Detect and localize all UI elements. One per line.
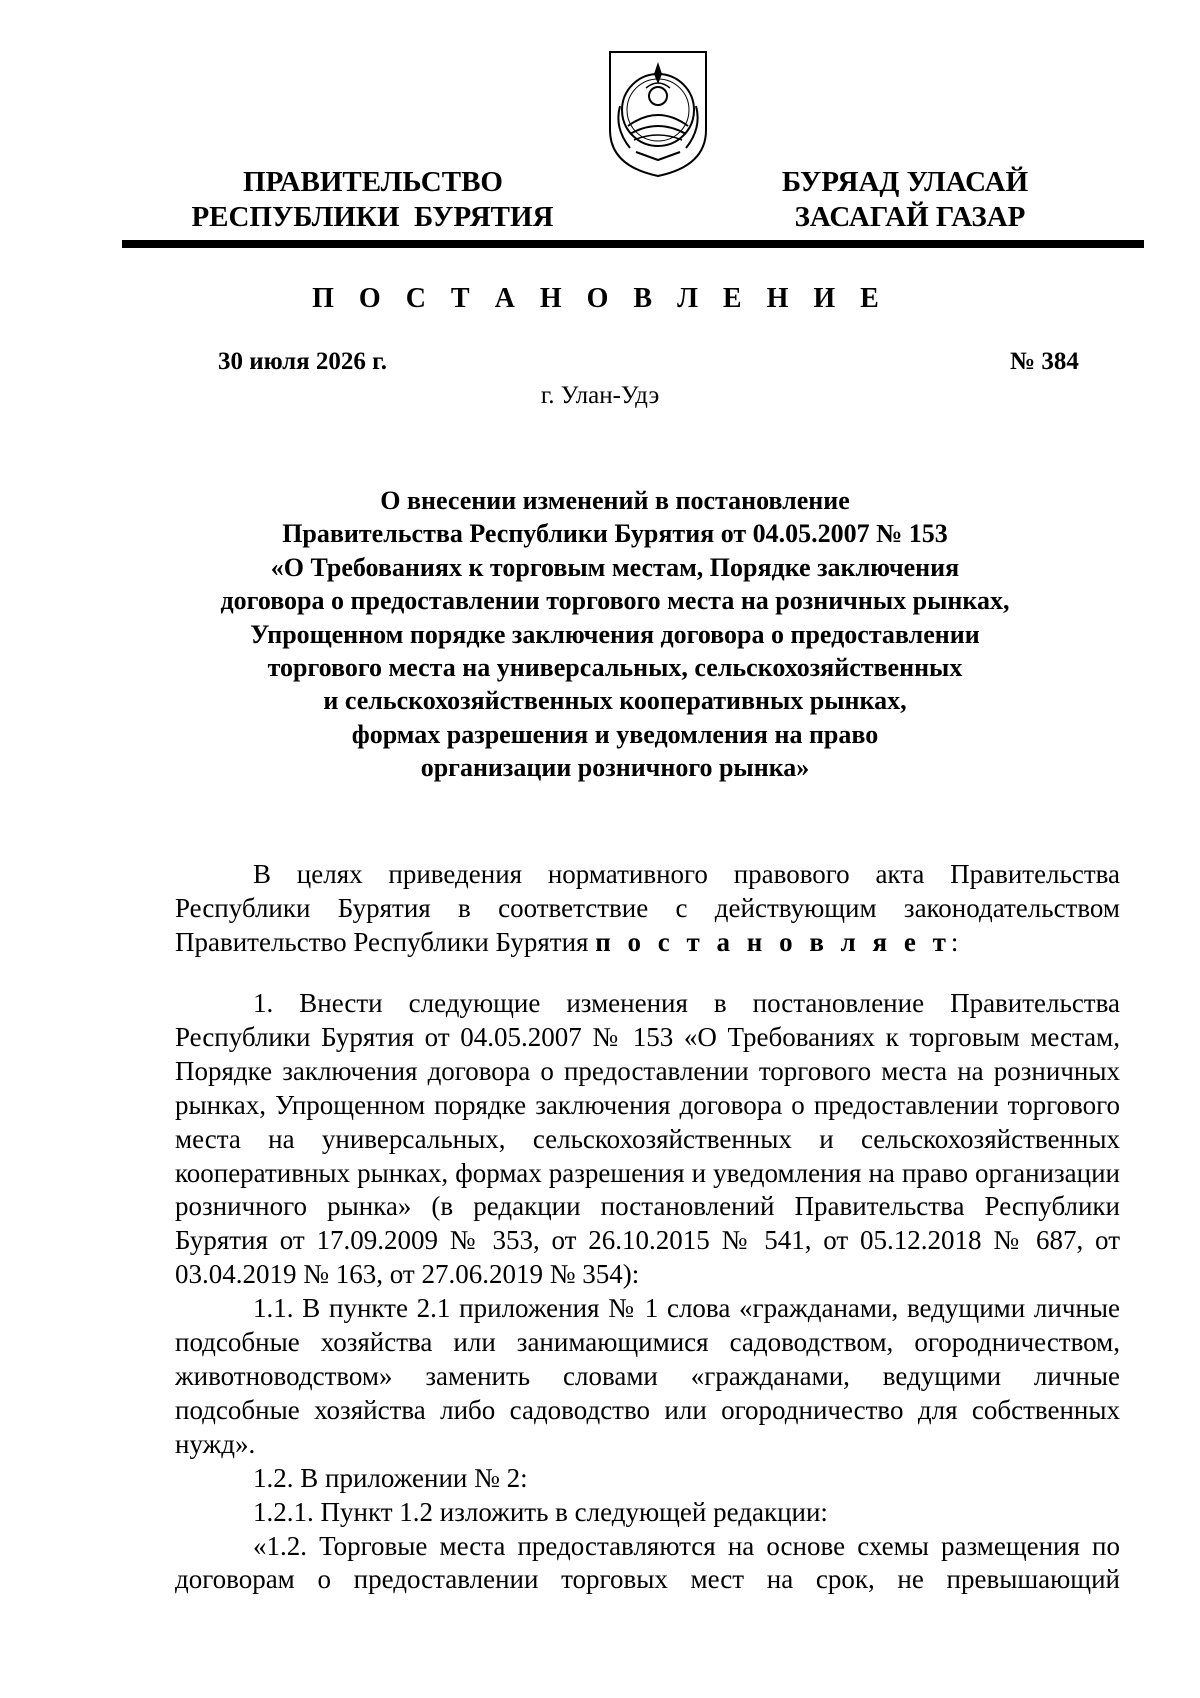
paragraph-1: 1. Внести следующие изменения в постановление Правительства Республики Бурятия от 04.05.2007 № 153 «О Требованиях к торговым местам, Порядке заключения договора о предоставлении торгового места на розничных рынках, Упрощенном порядке заключения договора о предоставлении торгового места на универсальных, сельскохозяйственных и сельскохозяйственных кооперативных рынках, формах разрешения и уведомления на право организации розничного рынка» (в редакции постановлений Правительства Республики Бурятия от 17.09.2009 № 353, от 26.10.2015 № 541, от 05.12.2018 № 687, от 03.04.2019 № 163, от 27.06.2019 № 354):	[175, 988, 1120, 1290]
preamble-paragraph	[175, 858, 1120, 960]
header-left-line2: РЕСПУБЛИКИ БУРЯТИЯ	[191, 201, 554, 233]
preamble-decree-word: п о с т а н о в л я е т	[595, 926, 951, 957]
document-subject	[150, 484, 1080, 785]
subject-line: Правительства Республики Бурятия от 04.05.2007 № 153	[282, 519, 948, 549]
document-number: № 384	[1010, 348, 1079, 375]
header-divider	[122, 240, 1144, 248]
coat-of-arms-icon	[606, 48, 710, 180]
preamble-text: В целях приведения нормативного правового акта Правительства Республики Бурятия в соответствие с действующим законодательством Правительство Республики Бурятия	[175, 859, 1120, 957]
header-right-line1: БУРЯАД УЛАСАЙ	[781, 166, 1029, 198]
subject-line: «О Требованиях к торговым местам, Порядке заключения	[270, 552, 960, 582]
paragraph-1-2: 1.2. В приложении № 2:	[253, 1462, 528, 1493]
paragraph-1-2-1: 1.2.1. Пункт 1.2 изложить в следующей редакции:	[253, 1496, 828, 1527]
subject-line: договора о предоставлении торгового места на розничных рынках,	[220, 586, 1010, 616]
header-right-line2: ЗАСАГАЙ ГАЗАР	[794, 201, 1026, 233]
subject-line: формах разрешения и уведомления на право	[351, 719, 879, 749]
preamble-block	[175, 858, 1120, 960]
paragraph-quote: «1.2. Торговые места предоставляются на основе схемы размещения по договорам о предоставлении торговых мест на срок, не превышающий	[175, 1530, 1120, 1595]
subject-line: Упрощенном порядке заключения договора о предоставлении	[250, 619, 980, 649]
header-left-line1: ПРАВИТЕЛЬСТВО	[243, 166, 503, 198]
document-city: г. Улан-Удэ	[540, 382, 660, 409]
main-body	[175, 987, 1120, 1597]
subject-line: О внесении изменений в постановление	[380, 486, 850, 515]
subject-line: организации розничного рынка»	[420, 753, 810, 783]
subject-line: и сельскохозяйственных кооперативных рынках,	[323, 686, 907, 716]
document-date: 30 июля 2026 г.	[218, 348, 387, 375]
paragraph-1-1: 1.1. В пункте 2.1 приложения № 1 слова «гражданами, ведущими личные подсобные хозяйства или занимающимися садоводством, огородничеством, животноводством» заменить словами «гражданами, ведущими личные подсобные хозяйства либо садоводство или огородничество для собственных нужд».	[175, 1293, 1120, 1459]
document-type-title: П О С Т А Н О В Л Е Н И Е	[312, 283, 888, 314]
preamble-colon: :	[950, 926, 959, 957]
subject-line: торгового места на универсальных, сельскохозяйственных	[267, 653, 963, 683]
